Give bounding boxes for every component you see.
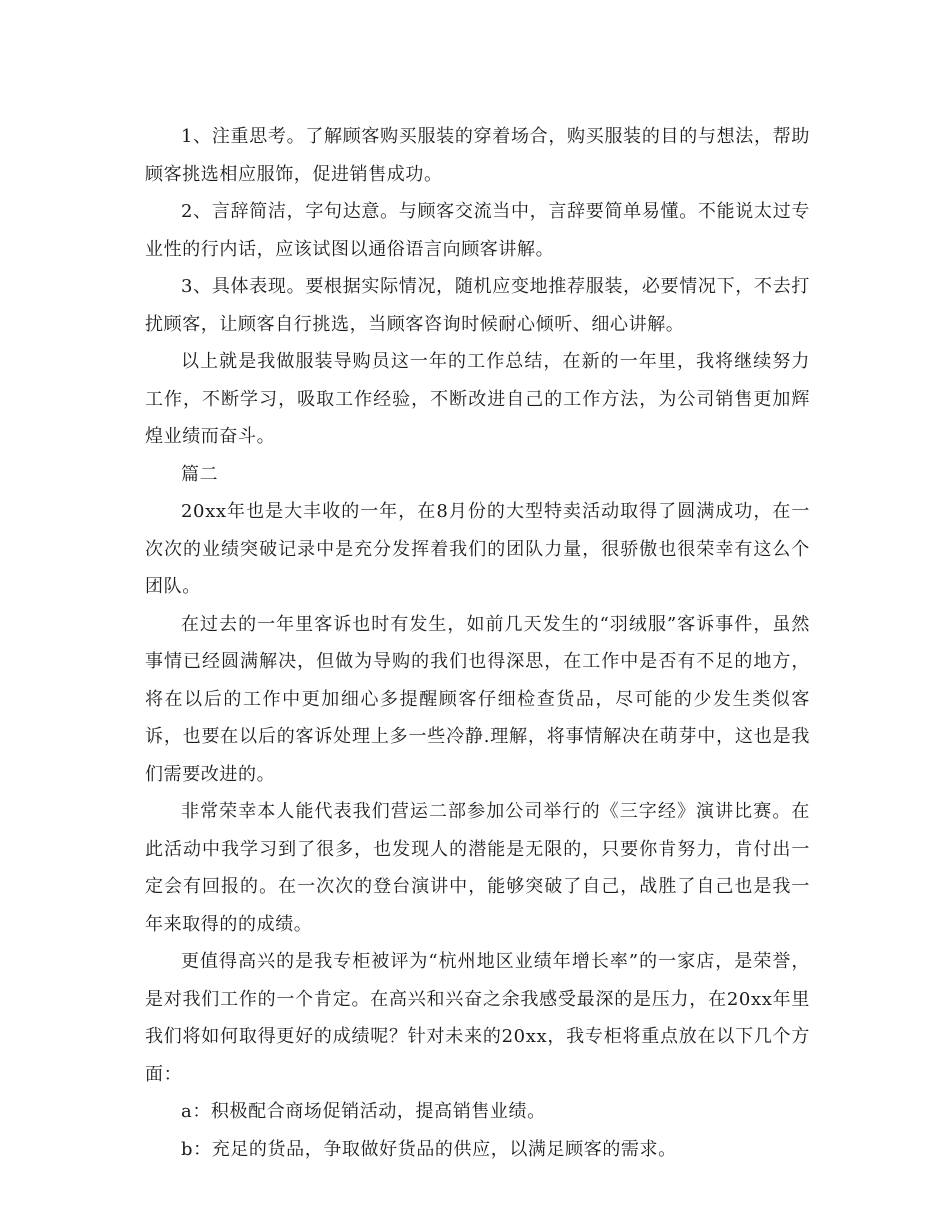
paragraph-tip-3: 3、具体表现。要根据实际情况，随机应变地推荐服装，必要情况下，不去打扰顾客，让顾客自行挑选，当顾客咨询时候耐心倾听、细心讲解。: [145, 276, 810, 335]
paragraph-honor: 更值得高兴的是我专柜被评为“杭州地区业绩年增长率”的一家店，是荣誉，是对我们工作的一个肯定。在高兴和兴奋之余我感受最深的是压力，在20xx年里我们将如何取得更好的成绩呢？针对未来的20xx，我专柜将重点放在以下几个方面：: [145, 951, 810, 1085]
list-item-a: a：积极配合商场促销活动，提高销售业绩。: [181, 1101, 546, 1122]
section-heading: 篇二: [181, 463, 219, 485]
paragraph-speech-contest: 非常荣幸本人能代表我们营运二部参加公司举行的《三字经》演讲比赛。在此活动中我学习到了很多，也发现人的潜能是无限的，只要你肯努力，肯付出一定会有回报的。在一次次的登台演讲中，能够突破了自己，战胜了自己也是我一年来取得的的成绩。: [145, 801, 810, 935]
document-body: [145, 118, 810, 1168]
paragraph-tip-1: 1、注重思考。了解顾客购买服装的穿着场合，购买服装的目的与想法，帮助顾客挑选相应服饰，促进销售成功。: [145, 126, 810, 185]
paragraph-tip-2: 2、言辞简洁，字句达意。与顾客交流当中，言辞要简单易懂。不能说太过专业性的行内话，应该试图以通俗语言向顾客讲解。: [145, 201, 810, 260]
paragraph-complaints: 在过去的一年里客诉也时有发生，如前几天发生的“羽绒服”客诉事件，虽然事情已经圆满解决，但做为导购的我们也得深思，在工作中是否有不足的地方，将在以后的工作中更加细心多提醒顾客仔细检查货品，尽可能的少发生类似客诉，也要在以后的客诉处理上多一些冷静.理解，将事情解决在萌芽中，这也是我们需要改进的。: [145, 613, 810, 785]
paragraph-summary: 以上就是我做服装导购员这一年的工作总结，在新的一年里，我将继续努力工作，不断学习，吸取工作经验，不断改进自己的工作方法，为公司销售更加辉煌业绩而奋斗。: [145, 351, 810, 447]
paragraph-harvest: 20xx年也是大丰收的一年，在8月份的大型特卖活动取得了圆满成功，在一次次的业绩突破记录中是充分发挥着我们的团队力量，很骄傲也很荣幸有这么个团队。: [145, 501, 810, 597]
list-item-b: b：充足的货品，争取做好货品的供应，以满足顾客的需求。: [181, 1138, 677, 1160]
